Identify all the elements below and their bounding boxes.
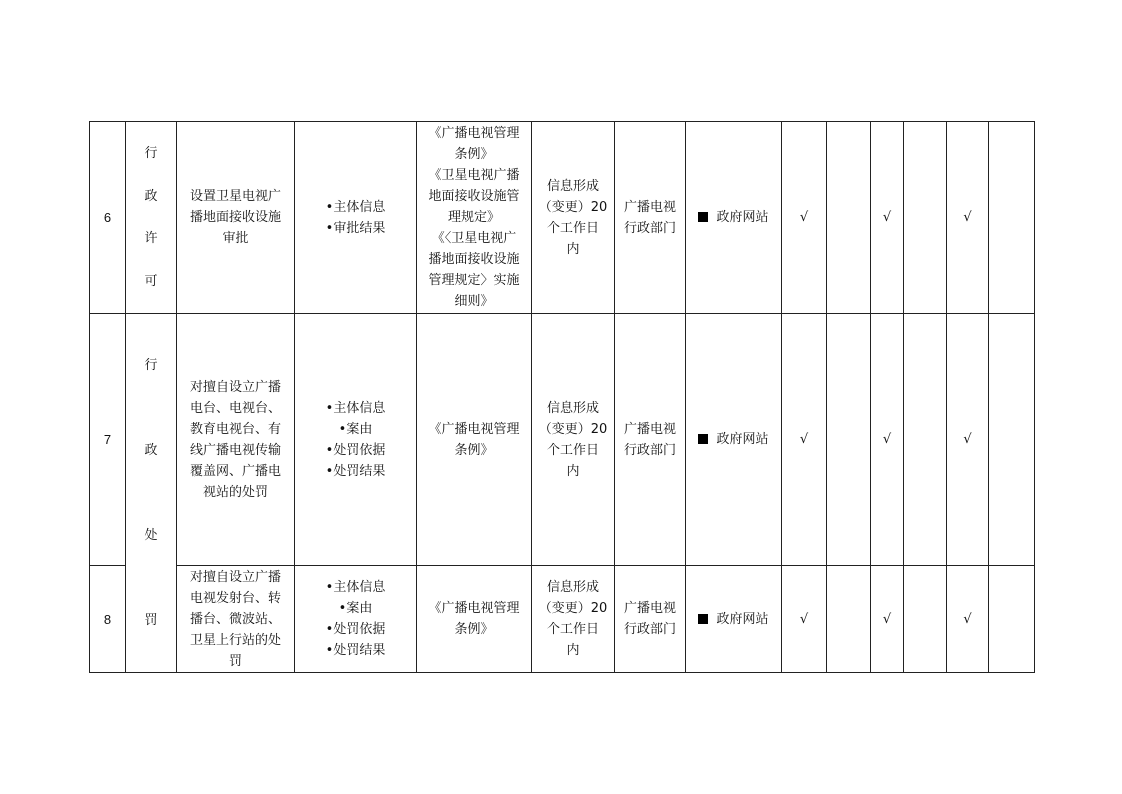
row-number: 8 [90, 566, 126, 673]
content-item: •主体信息 [325, 400, 386, 416]
time-text: 信息形成 （变更）20 个工作日 内 [538, 400, 608, 479]
empty-cell [904, 122, 947, 314]
subject-text: 广播电视 行政部门 [623, 601, 676, 637]
time-cell [532, 566, 615, 673]
content-cell [295, 314, 417, 566]
time-text: 信息形成 （变更）20 个工作日 内 [538, 580, 608, 658]
category-char: 行 [144, 146, 158, 162]
content-item: •主体信息 [325, 199, 386, 215]
category-char: 罚 [144, 613, 158, 628]
basis-cell [417, 122, 532, 314]
subject-cell [615, 122, 686, 314]
time-cell [532, 122, 615, 314]
item-cell [177, 122, 295, 314]
empty-cell [827, 314, 871, 566]
check-mark: √ [871, 122, 904, 314]
content-item: •案由 [338, 601, 373, 616]
empty-cell [827, 566, 871, 673]
disclosure-table [89, 121, 1035, 673]
check-mark: √ [947, 122, 989, 314]
category-char: 政 [144, 188, 158, 204]
basis-text: 《广播电视管理 条例》 《卫星电视广播 地面接收设施管 理规定》 《〈卫星电视广 播地面接收设施 管理规定〉实施 细则》 [428, 126, 520, 309]
content-item: •处罚结果 [325, 463, 386, 479]
content-list [326, 398, 386, 482]
check-mark: √ [782, 566, 827, 673]
item-text: 设置卫星电视广 播地面接收设施 审批 [189, 189, 281, 246]
check-mark: √ [782, 122, 827, 314]
check-mark: √ [947, 566, 989, 673]
empty-cell [989, 566, 1035, 673]
table-row [90, 122, 1035, 314]
category-char: 许 [144, 231, 158, 247]
check-mark: √ [782, 314, 827, 566]
content-item: •主体信息 [325, 580, 386, 595]
empty-cell [989, 122, 1035, 314]
empty-cell [989, 314, 1035, 566]
empty-cell [904, 314, 947, 566]
category-cell [126, 314, 177, 673]
item-cell [177, 566, 295, 673]
basis-cell [417, 314, 532, 566]
subject-cell [615, 566, 686, 673]
subject-cell [615, 314, 686, 566]
black-square-icon [698, 614, 708, 624]
channel-text: 政府网站 [716, 210, 769, 225]
content-cell [295, 122, 417, 314]
check-mark: √ [871, 314, 904, 566]
content-list [326, 577, 386, 661]
content-item: •案由 [338, 421, 373, 437]
basis-cell [417, 566, 532, 673]
content-item: •审批结果 [325, 220, 386, 236]
content-cell [295, 566, 417, 673]
category-char: 行 [144, 358, 158, 373]
category-cell [126, 122, 177, 314]
black-square-icon [698, 434, 708, 444]
channel-cell [686, 122, 782, 314]
item-text: 对擅自设立广播 电视发射台、转 播台、微波站、 卫星上行站的处 罚 [189, 569, 281, 669]
content-item: •处罚依据 [325, 442, 386, 458]
basis-text: 《广播电视管理 条例》 [428, 421, 520, 458]
content-list [326, 197, 386, 239]
check-mark: √ [947, 314, 989, 566]
subject-text: 广播电视 行政部门 [623, 421, 676, 458]
category-char: 政 [144, 443, 158, 458]
channel-cell [686, 314, 782, 566]
content-item: •处罚结果 [325, 643, 386, 658]
channel-text: 政府网站 [716, 432, 769, 447]
black-square-icon [698, 212, 708, 222]
empty-cell [904, 566, 947, 673]
content-item: •处罚依据 [325, 622, 386, 637]
item-cell [177, 314, 295, 566]
basis-text: 《广播电视管理 条例》 [428, 601, 520, 637]
channel-text: 政府网站 [716, 611, 769, 627]
category-char: 可 [144, 273, 158, 289]
time-cell [532, 314, 615, 566]
row-number: 6 [90, 122, 126, 314]
table-row [90, 314, 1035, 566]
time-text: 信息形成 （变更）20 个工作日 内 [538, 178, 608, 257]
category-char: 处 [144, 528, 158, 543]
item-text: 对擅自设立广播 电台、电视台、 教育电视台、有 线广播电视传输 覆盖网、广播电 视站的处罚 [189, 379, 281, 500]
check-mark: √ [871, 566, 904, 673]
channel-cell [686, 566, 782, 673]
table-row [90, 566, 1035, 673]
empty-cell [827, 122, 871, 314]
subject-text: 广播电视 行政部门 [623, 199, 676, 236]
row-number: 7 [90, 314, 126, 566]
